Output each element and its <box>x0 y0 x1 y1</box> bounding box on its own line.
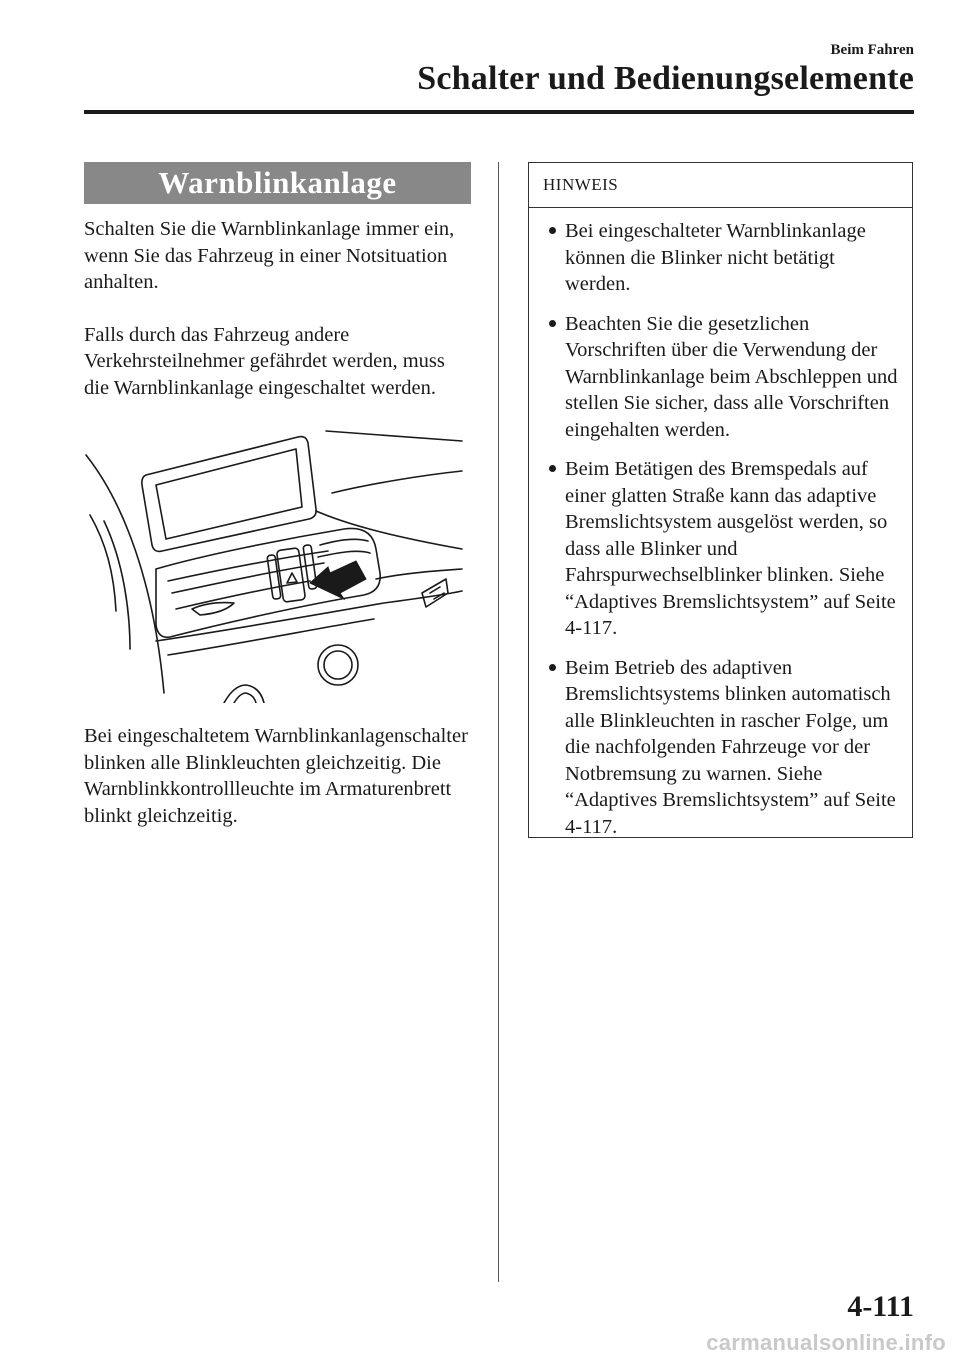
intro-paragraph: Schalten Sie die Warnblinkanlage immer ein, wenn Sie das Fahrzeug in einer Notsituation anhalten. <box>84 218 455 293</box>
watermark: carmanualsonline.info <box>706 1330 946 1355</box>
bullet-icon <box>549 465 556 472</box>
note-item <box>549 655 900 841</box>
note-item-text: Beachten Sie die gesetzlichen Vorschriften über die Verwendung der Warnblinkanlage beim Abschleppen und stellen Sie sicher, dass alle Vorschriften eingehalten werden. <box>565 312 898 441</box>
bullet-icon <box>549 227 556 234</box>
note-item <box>549 311 900 444</box>
section-title: Schalter und Bedienungselemente <box>417 60 914 97</box>
topic-heading: Warnblinkanlage <box>84 162 471 204</box>
note-title: HINWEIS <box>529 163 912 208</box>
header-rule <box>84 110 914 114</box>
bullet-icon <box>549 664 556 671</box>
warning-paragraph: Falls durch das Fahrzeug andere Verkehrsteilnehmer gefährdet werden, muss die Warnblinkanlage eingeschaltet werden. <box>84 323 445 399</box>
function-paragraph: Bei eingeschaltetem Warnblinkanlagenschalter blinken alle Blinkleuchten gleichzeitig. Die Warnblinkkontrollleuchte im Armaturenbrett blinkt gleichzeitig. <box>84 725 468 827</box>
left-column <box>84 162 471 829</box>
page-number: 4-111 <box>847 1290 914 1323</box>
note-item-text: Bei eingeschalteter Warnblinkanlage können die Blinker nicht betätigt werden. <box>565 220 866 295</box>
chapter-title: Beim Fahren <box>830 42 914 58</box>
note-list <box>529 208 912 840</box>
column-divider <box>498 162 499 1282</box>
note-item-text: Beim Betrieb des adaptiven Bremslichtsystems blinken automatisch alle Blinkleuchten in rascher Folge, um die nachfolgenden Fahrzeuge vor der Notbremsung zu warnen. Siehe “Adaptives Bremslichtsystem” auf Seite 4-117. <box>565 656 896 838</box>
hazard-switch-dashboard-illustration <box>84 423 464 703</box>
note-item <box>549 456 900 642</box>
note-item-text: Beim Betätigen des Bremspedals auf einer glatten Straße kann das adaptive Bremslichtsystem ausgelöst werden, so dass alle Blinker und Fahrspurwechselblinker blinken. Siehe “Adaptives Bremslichtsystem” auf Seite 4-117. <box>565 458 896 639</box>
note-box <box>528 162 913 838</box>
bullet-icon <box>549 320 556 327</box>
note-item <box>549 218 900 298</box>
